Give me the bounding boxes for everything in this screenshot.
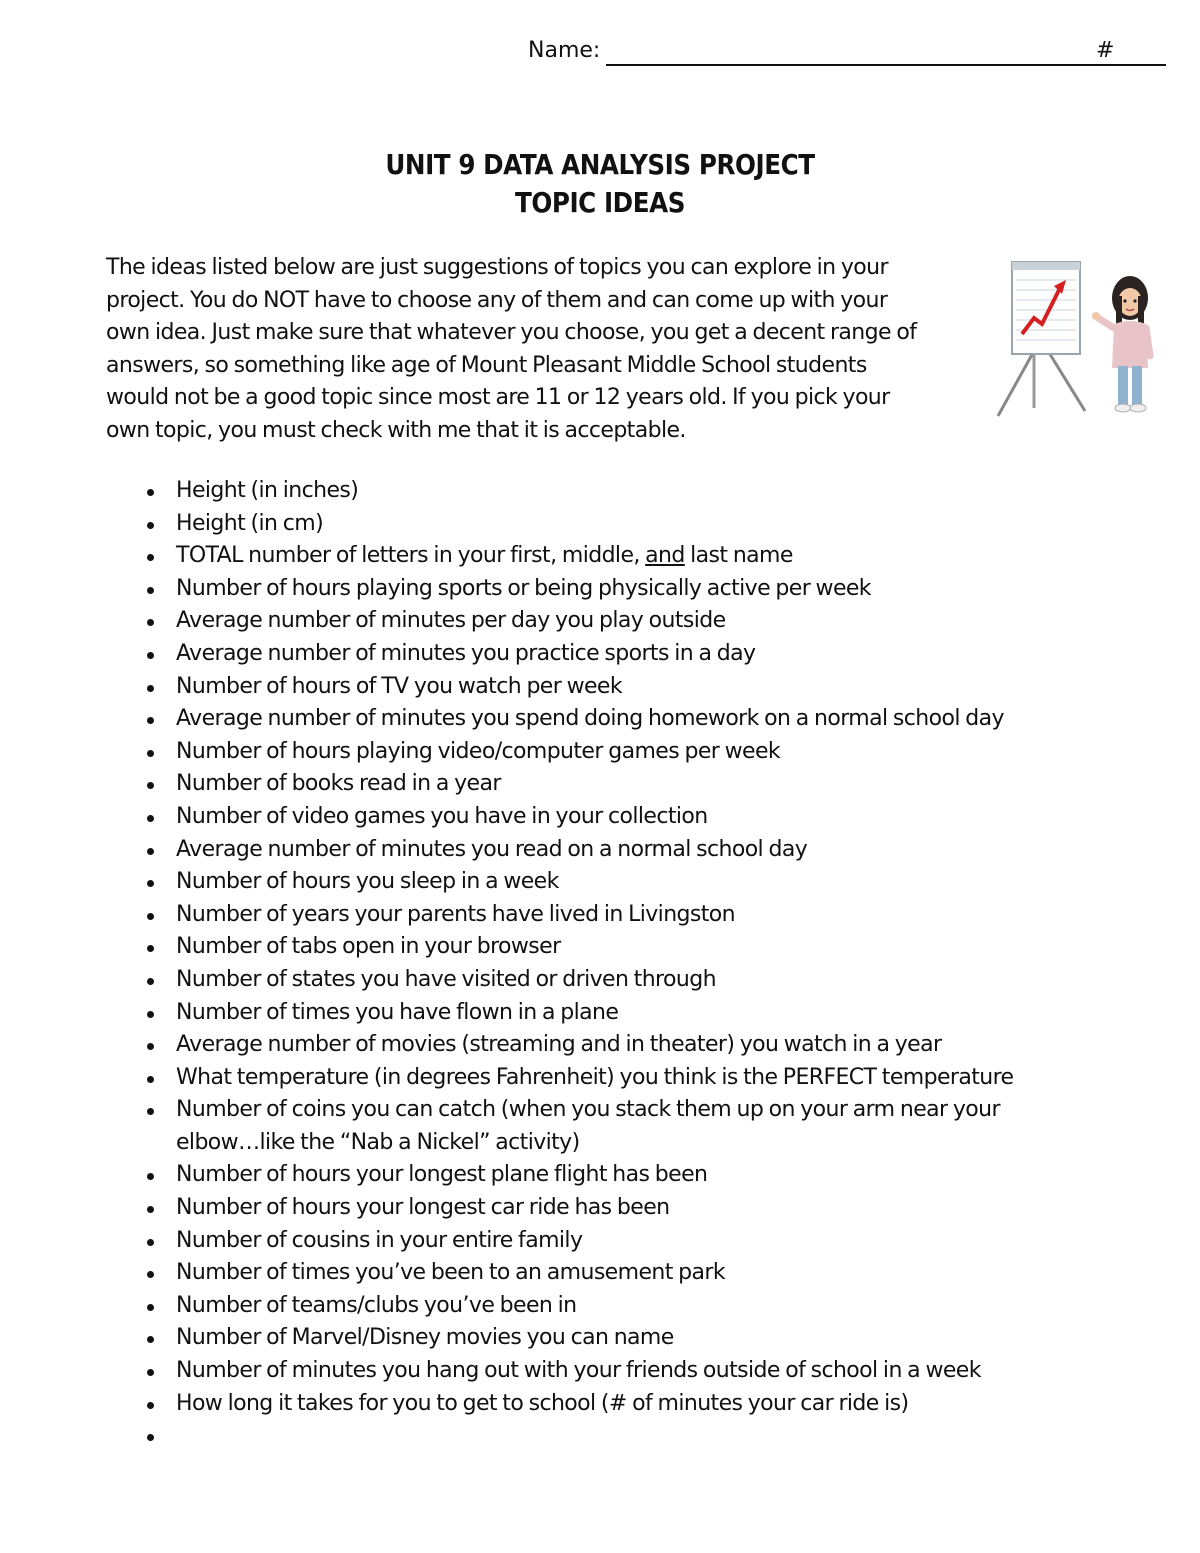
list-item: Number of coins you can catch (when you stack them up on your arm near your elbow…like the “Nab a Nickel” activity) — [176, 1097, 1000, 1155]
title-line-1: UNIT 9 DATA ANALYSIS PROJECT — [385, 148, 815, 181]
list-item: How long it takes for you to get to school (# of minutes your car ride is) — [176, 1390, 909, 1416]
list-item: Number of Marvel/Disney movies you can name — [176, 1325, 674, 1351]
list-item: Number of hours playing video/computer games per week — [176, 738, 781, 764]
teacher-presenting-chart-icon — [990, 256, 1160, 421]
intro-line: would not be a good topic since most are 11 or 12 years old. If you pick your — [106, 385, 890, 411]
list-item: Number of hours you sleep in a week — [176, 869, 559, 895]
intro-paragraph — [106, 252, 986, 448]
intro-line: answers, so something like age of Mount Pleasant Middle School students — [106, 352, 867, 378]
list-item: Number of books read in a year — [176, 771, 501, 797]
list-item: Average number of minutes per day you play outside — [176, 608, 726, 634]
list-item-empty[interactable] — [146, 1420, 1186, 1453]
list-item: Average number of minutes you practice sports in a day — [176, 640, 756, 666]
list-item: Number of hours of TV you watch per week — [176, 673, 622, 699]
intro-line: The ideas listed below are just suggestions of topics you can explore in your — [106, 255, 888, 280]
list-item: Height (in cm) — [176, 510, 324, 536]
name-blank-line[interactable] — [606, 64, 1166, 66]
topic-list — [146, 475, 1186, 1453]
list-item: Average number of minutes you spend doing homework on a normal school day — [176, 706, 1004, 732]
name-number-header — [528, 38, 1168, 68]
list-item: Number of teams/clubs you’ve been in — [176, 1292, 577, 1318]
list-item: Number of minutes you hang out with your friends outside of school in a week — [176, 1358, 981, 1384]
page-title — [72, 146, 1128, 222]
title-line-2: TOPIC IDEAS — [514, 186, 686, 219]
list-item: Number of tabs open in your browser — [176, 934, 561, 960]
intro-line: project. You do NOT have to choose any of them and can come up with your — [106, 287, 888, 313]
list-item: Number of years your parents have lived in Livingston — [176, 901, 735, 927]
list-item: Number of hours your longest car ride has been — [176, 1195, 670, 1221]
list-item: Number of states you have visited or driven through — [176, 966, 716, 992]
intro-line: own topic, you must check with me that it is acceptable. — [106, 417, 686, 443]
list-item: Number of hours your longest plane flight has been — [176, 1162, 708, 1188]
list-item: What temperature (in degrees Fahrenheit) you think is the PERFECT temperature — [176, 1064, 1014, 1090]
intro-line: own idea. Just make sure that whatever you choose, you get a decent range of — [106, 320, 917, 346]
list-item — [146, 540, 1186, 573]
total-letters-text: TOTAL number of letters in your first, middle, and last name — [176, 543, 793, 569]
list-item: Number of times you have flown in a plane — [176, 999, 619, 1025]
name-label: Name: — [528, 38, 601, 63]
list-item: Height (in inches) — [176, 478, 359, 503]
list-item: Average number of minutes you read on a normal school day — [176, 836, 808, 862]
list-item: Number of video games you have in your collection — [176, 803, 708, 829]
list-item: Number of times you’ve been to an amusement park — [176, 1260, 725, 1286]
list-item: Number of cousins in your entire family — [176, 1227, 583, 1253]
list-item: Number of hours playing sports or being physically active per week — [176, 575, 871, 601]
list-item: Average number of movies (streaming and in theater) you watch in a year — [176, 1032, 942, 1058]
number-label: # — [1096, 38, 1115, 63]
